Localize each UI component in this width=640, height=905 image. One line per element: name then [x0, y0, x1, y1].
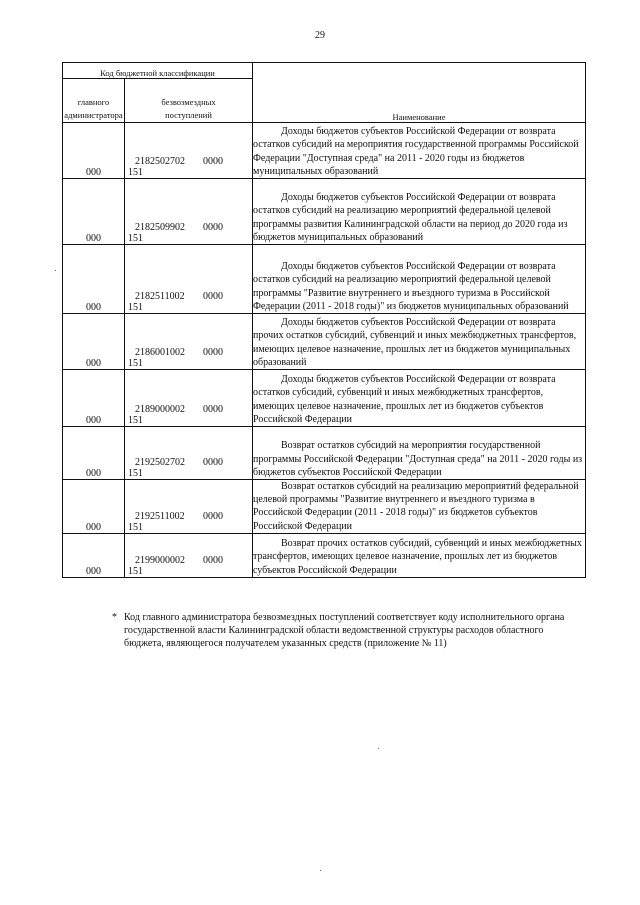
code-segment: 151: [128, 415, 143, 426]
admin-code-cell: 000: [63, 480, 125, 534]
table-row: [63, 314, 586, 370]
name-cell: [253, 533, 586, 577]
code-segment: 2182509902: [135, 222, 185, 233]
footnote-marker: *: [112, 612, 117, 623]
scan-speck: [378, 748, 379, 749]
code-segment: 0000: [203, 404, 223, 415]
name-cell: [253, 179, 586, 245]
code-segment: 0000: [203, 554, 223, 566]
admin-column-header: главного администратора: [63, 79, 125, 123]
code-segment: 2182511002: [135, 291, 185, 302]
code-segment: 151: [128, 167, 143, 178]
income-code-cell: [125, 314, 253, 370]
name-cell: [253, 480, 586, 534]
name-text: Доходы бюджетов субъектов Российской Федерации от возврата остатков субсидий на реализацию мероприятий федеральной целевой программы "Развитие внутреннего и въездного туризма в Российской Федерации (2011 - 2018 годы)" из бюджетов муниципальных образований: [253, 261, 569, 312]
table-header-row: [63, 63, 586, 79]
admin-code-cell: 000: [63, 427, 125, 480]
name-column-header: Наименование: [253, 63, 586, 123]
name-text: Доходы бюджетов субъектов Российской Федерации от возврата остатков субсидий, субвенций и иных межбюджетных трансфертов, имеющих целевое назначение, прошлых лет из бюджетов субъектов Российской Федерации: [253, 374, 556, 425]
name-cell: [253, 123, 586, 179]
page-number: 29: [315, 30, 325, 41]
table-row: [63, 370, 586, 427]
code-segment: 151: [128, 521, 143, 533]
code-segment: 0000: [203, 510, 223, 522]
code-segment: 0000: [203, 291, 223, 302]
table-row: [63, 179, 586, 245]
code-segment: 2189000002: [135, 404, 185, 415]
name-text: Доходы бюджетов субъектов Российской Федерации от возврата прочих остатков субсидий, субвенций и иных межбюджетных трансфертов, имеющих целевое назначение, прошлых лет из бюджетов муниципальных образований: [253, 317, 577, 368]
income-column-header: безвозмездных поступлений: [125, 79, 253, 123]
income-code-cell: [125, 427, 253, 480]
admin-code-cell: 000: [63, 245, 125, 314]
code-segment: 2186001002: [135, 347, 185, 358]
code-segment: 0000: [203, 222, 223, 233]
name-cell: [253, 245, 586, 314]
code-segment: 0000: [203, 347, 223, 358]
scan-speck: [320, 870, 321, 871]
code-segment: 2192502702: [135, 457, 185, 468]
code-segment: 2199000002: [135, 554, 185, 566]
budget-classification-table: [62, 62, 586, 578]
code-segment: 151: [128, 468, 143, 479]
admin-code-cell: 000: [63, 314, 125, 370]
code-segment: 2192511002: [135, 510, 185, 522]
admin-code-cell: 000: [63, 179, 125, 245]
name-text: Возврат остатков субсидий на мероприятия государственной программы Российской Федерации "Доступная среда" на 2011 - 2020 годы из бюджетов субъектов Российской Федерации: [253, 440, 583, 478]
admin-code-cell: 000: [63, 123, 125, 179]
code-segment: 151: [128, 358, 143, 369]
table-row: [63, 533, 586, 577]
income-code-cell: [125, 123, 253, 179]
name-text: Доходы бюджетов субъектов Российской Федерации от возврата остатков субсидий на реализацию мероприятий федеральной целевой программы развития Калининградской области на период до 2020 года из бюджетов муниципальных образований: [253, 192, 568, 243]
income-code-cell: [125, 245, 253, 314]
name-cell: [253, 370, 586, 427]
footnote: [112, 611, 582, 650]
code-segment: 151: [128, 302, 143, 313]
name-text: Доходы бюджетов субъектов Российской Федерации от возврата остатков субсидий на мероприятия государственной программы Российской Федерации "Доступная среда" на 2011 - 2020 годы из бюджетов муниципальных образований: [253, 126, 579, 177]
name-cell: [253, 314, 586, 370]
name-text: Возврат прочих остатков субсидий, субвенций и иных межбюджетных трансфертов, имеющих целевое назначение, прошлых лет из бюджетов субъектов Российской Федерации: [253, 538, 582, 576]
income-code-cell: [125, 480, 253, 534]
code-segment: 0000: [203, 156, 223, 167]
name-text: Возврат остатков субсидий на реализацию мероприятий федеральной целевой программы "Развитие внутреннего и въездного туризма в Российской Федерации (2011 - 2018 годы)" из бюджетов субъектов Российской Федерации: [253, 481, 579, 532]
admin-code-cell: 000: [63, 533, 125, 577]
code-segment: 0000: [203, 457, 223, 468]
admin-code-cell: 000: [63, 370, 125, 427]
income-code-cell: [125, 370, 253, 427]
code-segment: 2182502702: [135, 156, 185, 167]
scan-speck: [55, 270, 56, 271]
table-row: [63, 123, 586, 179]
table-row: [63, 480, 586, 534]
code-segment: 151: [128, 565, 143, 577]
table-row: [63, 245, 586, 314]
code-group-header: Код бюджетной классификации: [63, 63, 253, 79]
footnote-text: Код главного администратора безвозмездных поступлений соответствует коду исполнительного органа государственной власти Калининградской области ведомственной структуры расходов областного бюджета, являющегося получателем указанных средств (приложение № 11): [124, 612, 565, 649]
table-row: [63, 427, 586, 480]
income-code-cell: [125, 533, 253, 577]
code-segment: 151: [128, 233, 143, 244]
income-code-cell: [125, 179, 253, 245]
name-cell: [253, 427, 586, 480]
